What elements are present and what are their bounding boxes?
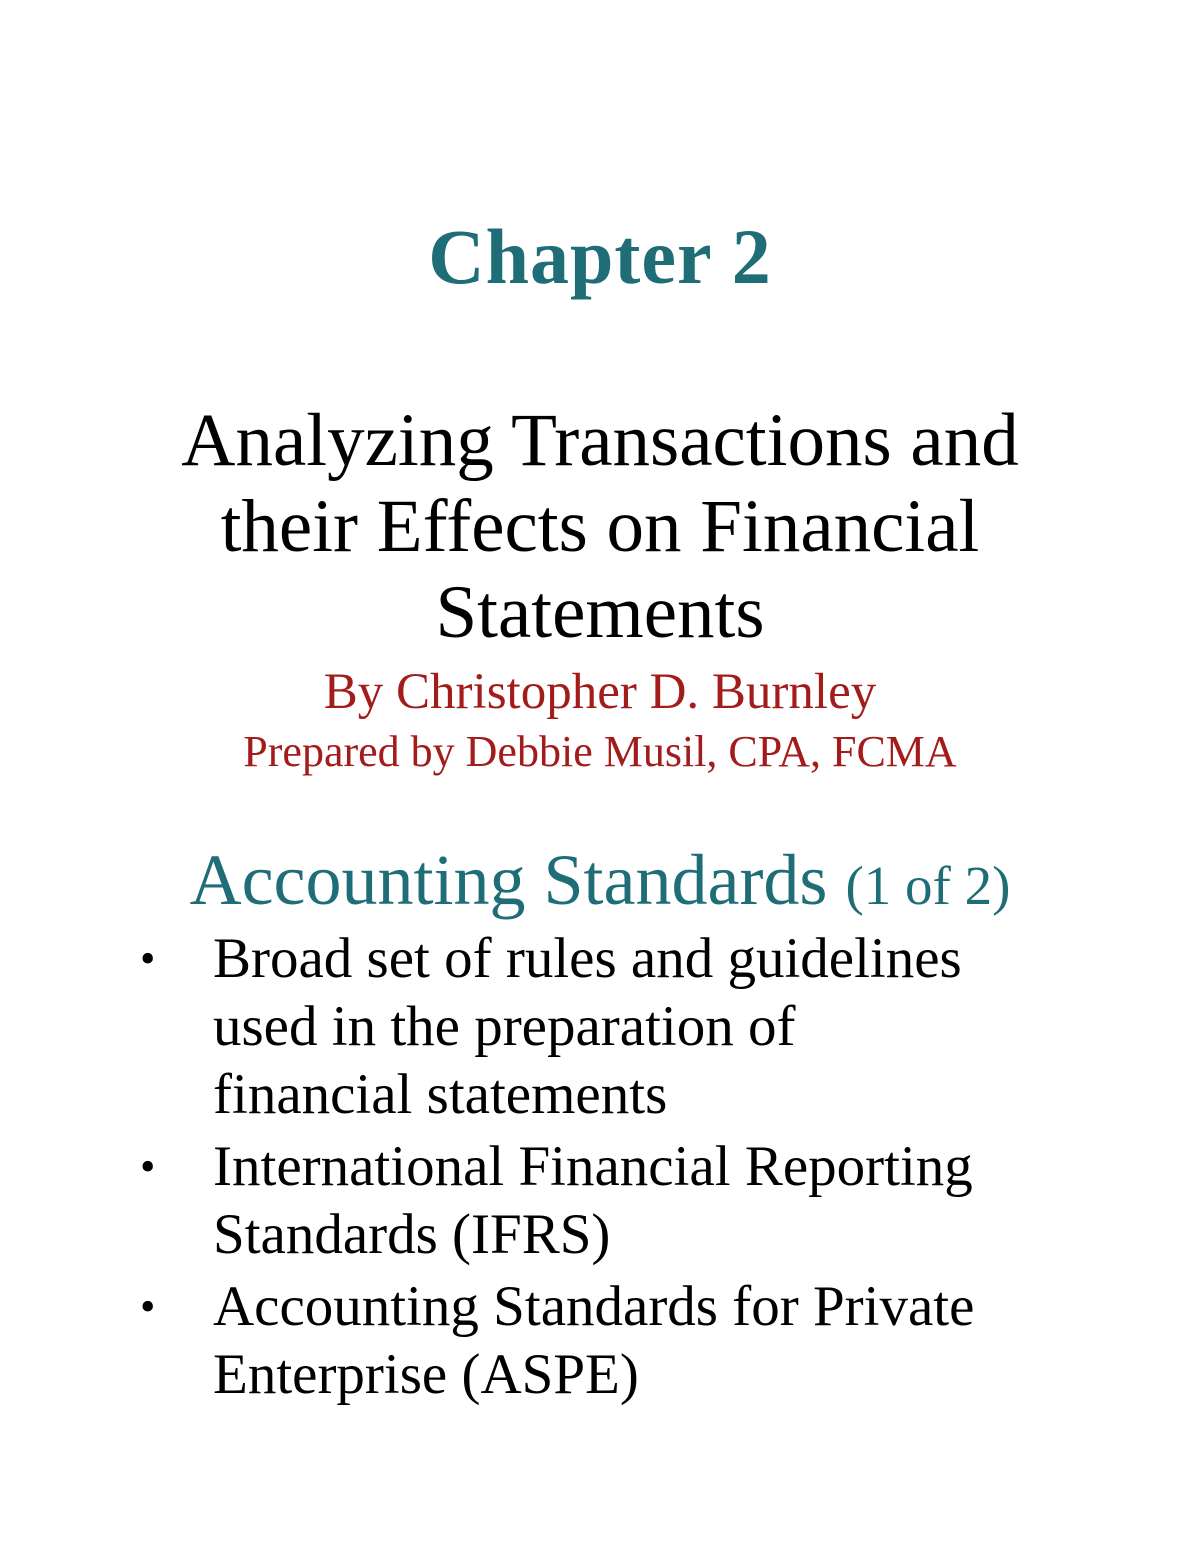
- list-item: [0, 1273, 1200, 1409]
- list-item-line: Broad set of rules and guidelines: [213, 927, 962, 990]
- list-item-line: International Financial Reporting: [213, 1135, 973, 1198]
- list-item-line: used in the preparation of: [213, 995, 796, 1058]
- bullet-dot-icon: •: [140, 1142, 156, 1191]
- section-heading: [0, 838, 1200, 928]
- chapter-title-line: Analyzing Transactions and: [181, 399, 1019, 482]
- author-line: By Christopher D. Burnley: [323, 664, 877, 720]
- chapter-heading: Chapter 2: [428, 213, 772, 300]
- prepared-by-line: Prepared by Debbie Musil, CPA, FCMA: [243, 727, 957, 776]
- list-item-line: Accounting Standards for Private: [213, 1275, 975, 1338]
- chapter-title-line: Statements: [435, 571, 765, 654]
- list-item: [0, 925, 1200, 1129]
- list-item: [0, 1133, 1200, 1269]
- list-item-line: Standards (IFRS): [213, 1203, 611, 1266]
- list-item-line: financial statements: [213, 1063, 668, 1126]
- chapter-title-line: their Effects on Financial: [220, 485, 980, 568]
- list-item-line: Enterprise (ASPE): [213, 1343, 639, 1406]
- bullet-list: [0, 925, 1200, 1413]
- bullet-dot-icon: •: [140, 1282, 156, 1331]
- chapter-title: [0, 398, 1200, 656]
- section-heading-text: Accounting Standards: [189, 840, 828, 920]
- section-heading-count: (1 of 2): [845, 855, 1011, 916]
- bullet-dot-icon: •: [140, 934, 156, 983]
